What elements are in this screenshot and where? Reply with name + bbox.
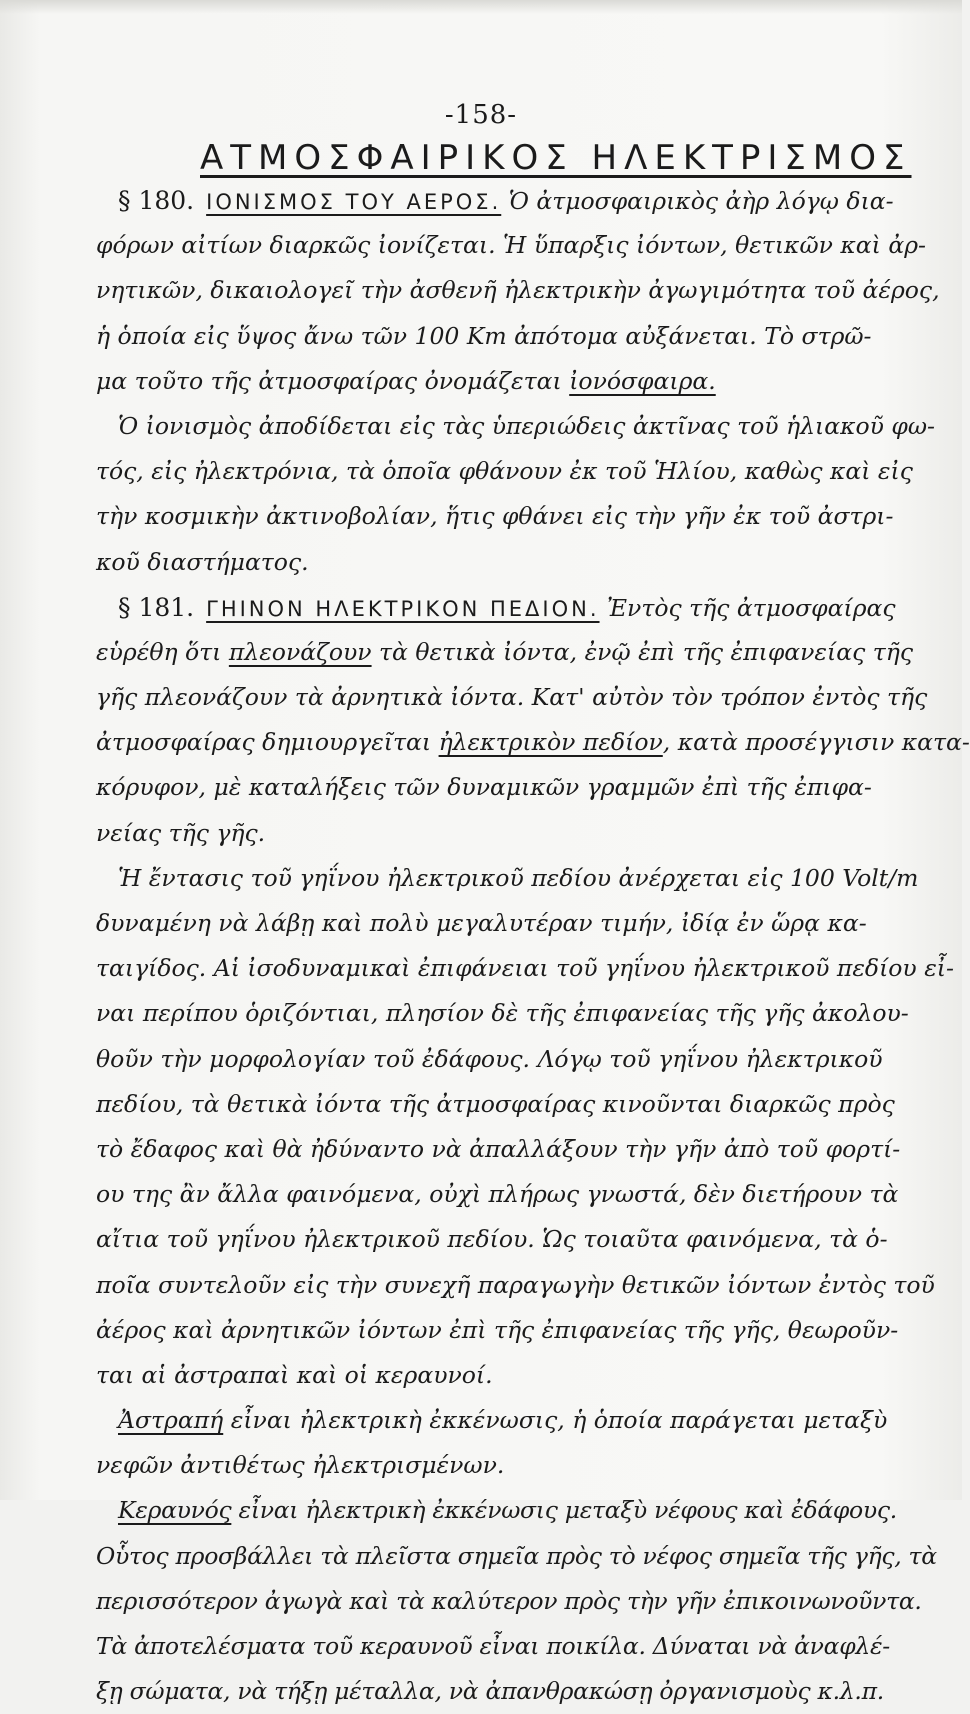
line-text: ξῃ σώματα, νὰ τήξῃ μέταλλα, νὰ ἀπανθρακώσῃ ὀργανισμοὺς κ.λ.π. <box>96 1677 884 1706</box>
line-text: δυναμένη νὰ λάβῃ καὶ πολὺ μεγαλυτέραν τιμήν, ἰδίᾳ ἐν ὥρᾳ κα- <box>96 909 867 937</box>
line-text: νείας τῆς γῆς. <box>96 818 266 847</box>
line-text: θοῦν τὴν μορφολογίαν τοῦ ἐδάφους. Λόγῳ τοῦ γηΐνου ἠλεκτρικοῦ <box>96 1044 883 1073</box>
line-text: πεδίου, τὰ θετικὰ ἰόντα τῆς ἀτμοσφαίρας κινοῦνται διαρκῶς πρὸς <box>96 1089 895 1118</box>
text-line <box>96 946 954 991</box>
line-text: Ἐντὸς τῆς ἀτμοσφαίρας <box>599 593 896 622</box>
line-text: ται αἱ ἀστραπαὶ καὶ οἱ κεραυνοί. <box>96 1360 493 1389</box>
line-text: ποῖα συντελοῦν εἰς τὴν συνεχῆ παραγωγὴν θετικῶν ἰόντων ἐντὸς τοῦ <box>96 1270 935 1299</box>
section-number: § 181. <box>118 592 195 622</box>
page-title: ΑΤΜΟΣΦΑΙΡΙΚΟΣ ΗΛΕΚΤΡΙΣΜΟΣ <box>200 138 912 178</box>
page-number: -158- <box>444 100 518 130</box>
text-line <box>96 1669 954 1714</box>
line-text: αἴτια τοῦ γηΐνου ἠλεκτρικοῦ πεδίου. Ὡς τοιαῦτα φαινόμενα, τὰ ὁ- <box>96 1225 888 1254</box>
line-text: περισσότερον ἀγωγὰ καὶ τὰ καλύτερον πρὸς τὴν γῆν ἐπικοινωνοῦντα. <box>96 1586 922 1615</box>
line-text: κόρυφον, μὲ καταλήξεις τῶν δυναμικῶν γραμμῶν ἐπὶ τῆς ἐπιφα- <box>96 773 872 802</box>
section-heading: ΓΗΙΝΟΝ ΗΛΕΚΤΡΙΚΟΝ ΠΕΔΙΟΝ. <box>206 596 600 621</box>
page-edge-shadow <box>0 0 962 14</box>
line-text: τὴν κοσμικὴν ἀκτινοβολίαν, ἥτις φθάνει εἰς τὴν γῆν ἐκ τοῦ ἀστρι- <box>96 502 894 531</box>
text-line <box>96 1082 954 1127</box>
line-text: ἀέρος καὶ ἀρνητικῶν ἰόντων ἐπὶ τῆς ἐπιφανείας τῆς γῆς, θεωροῦν- <box>96 1315 899 1344</box>
line-text: Ὁ ἀτμοσφαιρικὸς ἀὴρ λόγῳ δια- <box>501 187 894 215</box>
text-line <box>96 675 954 720</box>
text-line <box>96 1624 954 1669</box>
text-line <box>96 268 954 313</box>
text-line <box>96 1353 954 1398</box>
text-line <box>96 1217 954 1262</box>
underlined-term: πλεονάζουν <box>228 637 372 666</box>
line-text: ου της ἂν ἄλλα φαινόμενα, οὐχὶ πλήρως γνωστά, δὲν διετήρουν τὰ <box>96 1180 899 1209</box>
line-text: τός, εἰς ἠλεκτρόνια, τὰ ὁποῖα φθάνουν ἐκ τοῦ Ἡλίου, καθὼς καὶ εἰς <box>96 457 913 486</box>
text-line <box>96 449 954 494</box>
line-text: , κατὰ προσέγγισιν κατα- <box>662 728 970 757</box>
text-line <box>96 359 954 404</box>
line-text: φόρων αἰτίων διαρκῶς ἰονίζεται. Ἡ ὕπαρξις ἰόντων, θετικῶν καὶ ἀρ- <box>96 231 926 260</box>
text-line <box>96 1037 954 1082</box>
line-text: Τὰ ἀποτελέσματα τοῦ κεραυνοῦ εἶναι ποικίλα. Δύναται νὰ ἀναφλέ- <box>96 1632 890 1660</box>
line-text: τὸ ἔδαφος καὶ θὰ ἠδύναντο νὰ ἀπαλλάξουν τὴν γῆν ἀπὸ τοῦ φορτί- <box>96 1134 901 1163</box>
text-line <box>96 585 954 630</box>
line-text: εὑρέθη ὅτι <box>96 637 229 666</box>
handwritten-text-body <box>96 178 970 1714</box>
line-text: μα τοῦτο τῆς ἀτμοσφαίρας ὀνομάζεται <box>96 366 570 395</box>
text-line <box>96 1534 954 1579</box>
line-text: νεφῶν ἀντιθέτως ἠλεκτρισμένων. <box>96 1451 505 1480</box>
line-text: γῆς πλεονάζουν τὰ ἀρνητικὰ ἰόντα. Κατ' αὐτὸν τὸν τρόπον ἐντὸς τῆς <box>96 683 928 712</box>
text-line <box>96 404 954 449</box>
section-number: § 180. <box>118 186 195 215</box>
text-line <box>96 314 954 359</box>
line-text: κοῦ διαστήματος. <box>96 547 309 576</box>
text-line <box>96 630 954 675</box>
line-text: ἡ ὁποία εἰς ὕψος ἄνω τῶν 100 Km ἀπότομα αὐξάνεται. Τὸ στρῶ- <box>96 321 872 350</box>
text-line <box>96 1263 954 1308</box>
section-heading: ΙΟΝΙΣΜΟΣ ΤΟΥ ΑΕΡΟΣ. <box>206 190 502 214</box>
underlined-term: ἰονόσφαιρα. <box>569 366 716 395</box>
line-text: εἶναι ἠλεκτρικὴ ἐκκένωσις, ἡ ὁποία παράγεται μεταξὺ <box>223 1406 888 1435</box>
text-line <box>96 1488 954 1533</box>
text-line <box>96 811 954 856</box>
text-line <box>96 178 954 223</box>
text-line <box>96 1308 954 1353</box>
text-line <box>96 494 954 539</box>
text-line <box>96 1398 954 1443</box>
text-line <box>96 1443 954 1488</box>
underlined-term: ἠλεκτρικὸν πεδίον <box>438 728 663 757</box>
line-text: τὰ θετικὰ ἰόντα, ἐνῷ ἐπὶ τῆς ἐπιφανείας τῆς <box>371 637 913 666</box>
text-line <box>96 856 954 901</box>
line-text: Ἡ ἔντασις τοῦ γηΐνου ἠλεκτρικοῦ πεδίου ἀνέρχεται εἰς 100 Volt/m <box>118 863 919 892</box>
text-line <box>96 1579 954 1624</box>
underlined-term: Κεραυνός <box>118 1496 232 1525</box>
text-line <box>96 540 954 585</box>
text-line <box>96 991 954 1036</box>
text-line <box>96 1172 954 1217</box>
text-line <box>96 901 954 946</box>
line-text: Ὁ ἰονισμὸς ἀποδίδεται εἰς τὰς ὑπεριώδεις ἀκτῖνας τοῦ ἡλιακοῦ φω- <box>118 411 935 440</box>
text-line <box>96 1127 954 1172</box>
line-text: νητικῶν, δικαιολογεῖ τὴν ἀσθενῆ ἠλεκτρικὴν ἀγωγιμότητα τοῦ ἀέρος, <box>96 276 940 305</box>
text-line <box>96 720 970 765</box>
line-text: Οὗτος προσβάλλει τὰ πλεῖστα σημεῖα πρὸς τὸ νέφος σημεῖα τῆς γῆς, τὰ <box>96 1541 937 1570</box>
text-line <box>96 223 954 268</box>
underlined-term: Ἀστραπή <box>118 1406 224 1435</box>
line-text: εἶναι ἠλεκτρικὴ ἐκκένωσις μεταξὺ νέφους καὶ ἐδάφους. <box>231 1496 897 1525</box>
line-text: ναι περίπου ὁριζόντιαι, πλησίον δὲ τῆς ἐπιφανείας τῆς γῆς ἀκολου- <box>96 999 909 1028</box>
line-text: ἀτμοσφαίρας δημιουργεῖται <box>96 728 439 757</box>
text-line <box>96 765 954 810</box>
line-text: ταιγίδος. Αἱ ἰσοδυναμικαὶ ἐπιφάνειαι τοῦ γηΐνου ἠλεκτρικοῦ πεδίου εἶ- <box>96 954 954 983</box>
